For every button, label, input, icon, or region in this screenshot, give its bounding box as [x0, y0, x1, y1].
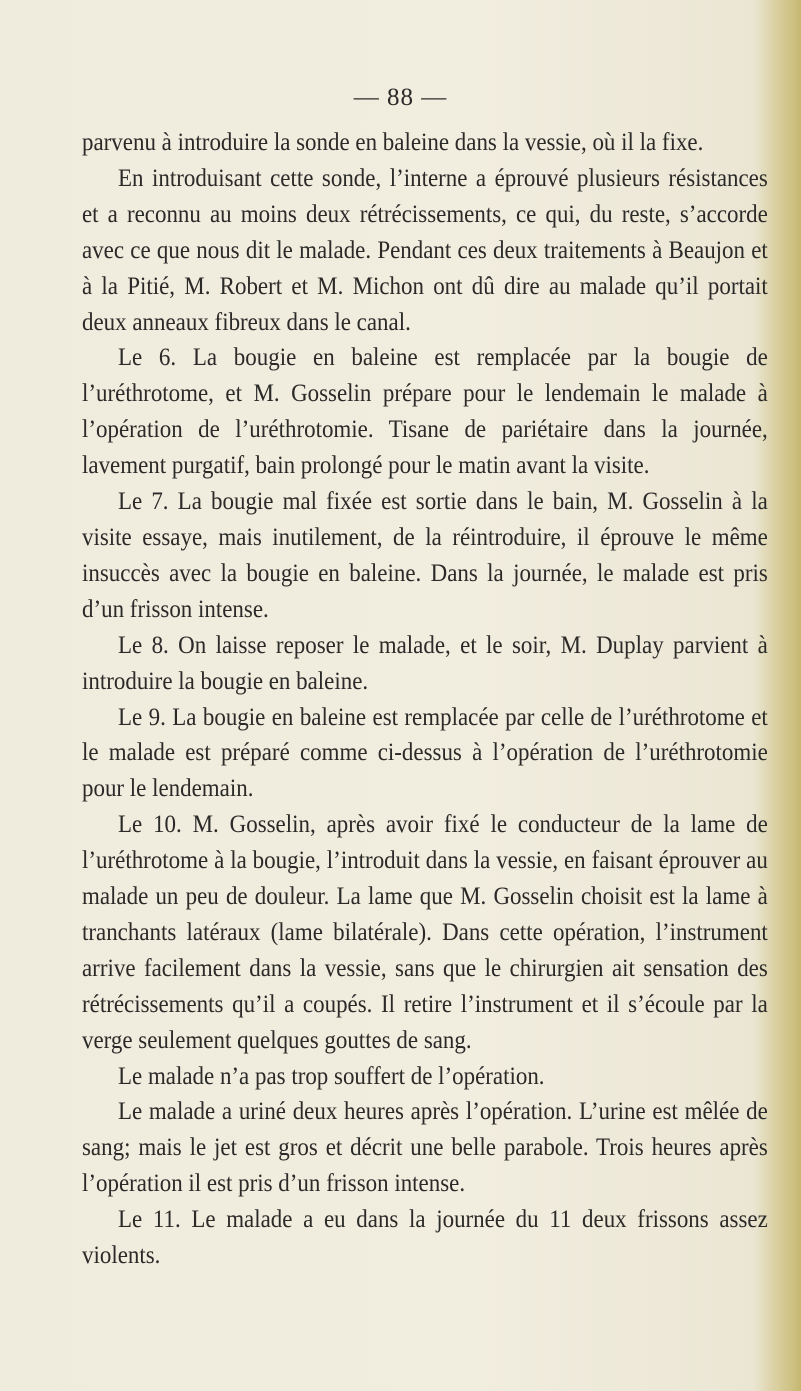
page-number: — 88 — — [353, 84, 448, 111]
paragraph: Le 8. On laisse reposer le malade, et le soir, M. Duplay parvient à introduire la bougie en baleine. — [82, 629, 768, 695]
paragraph: Le 11. Le malade a eu dans la journée du 11 deux frissons assez violents. — [82, 1204, 768, 1270]
paragraph: Le 10. M. Gosselin, après avoir fixé le conducteur de la lame de l’uréthrotome à la bougie, l’introduit dans la vessie, en faisant éprouver au malade un peu de douleur. La lame que M. Gosselin choisit est la lame à tranchants latéraux (lame bilatérale). Dans cette opération, l’instrument arrive facilement dans la vessie, sans que le chirurgien ait sensation des rétrécissements qu’il a coupés. Il retire l’instrument et il s’écoule par la verge seulement quelques gouttes de sang. — [82, 809, 768, 1054]
paragraph: En introduisant cette sonde, l’interne a éprouvé plusieurs résistances et a reconnu au moins deux rétrécissements, ce qui, du reste, s’accorde avec ce que nous dit le malade. Pendant ces deux traitements à Beaujon et à la Pitié, M. Robert et M. Michon ont dû dire au malade qu’il portait deux anneaux fibreux dans le canal. — [82, 162, 768, 336]
paragraph: Le malade n’a pas trop souffert de l’opération. — [118, 1060, 545, 1090]
paragraph: Le 7. La bougie mal fixée est sortie dans le bain, M. Gosselin à la visite essaye, mais inutilement, de la réintroduire, il éprouve le même insuccès avec la bougie en baleine. Dans la journée, le malade est pris d’un frisson intense. — [82, 486, 768, 623]
paragraph: Le malade a uriné deux heures après l’opération. L’urine est mêlée de sang; mais le jet est gros et décrit une belle parabole. Trois heures après l’opération il est pris d’un frisson intense. — [82, 1096, 768, 1198]
paragraph: Le 6. La bougie en baleine est remplacée par la bougie de l’uréthrotome, et M. Gosselin prépare pour le lendemain le malade à l’opération de l’uréthrotomie. Tisane de pariétaire dans la journée, lavement purgatif, bain prolongé pour le matin avant la visite. — [82, 342, 768, 480]
body-text — [82, 124, 768, 1273]
paragraph: parvenu à introduire la sonde en baleine dans la vessie, où il la fixe. — [82, 127, 704, 156]
paragraph: Le 9. La bougie en baleine est remplacée par celle de l’uréthrotome et le malade est préparé comme ci-dessus à l’opération de l’uréthrotomie pour le lendemain. — [82, 701, 768, 803]
page-edge-shadow — [779, 0, 801, 1391]
